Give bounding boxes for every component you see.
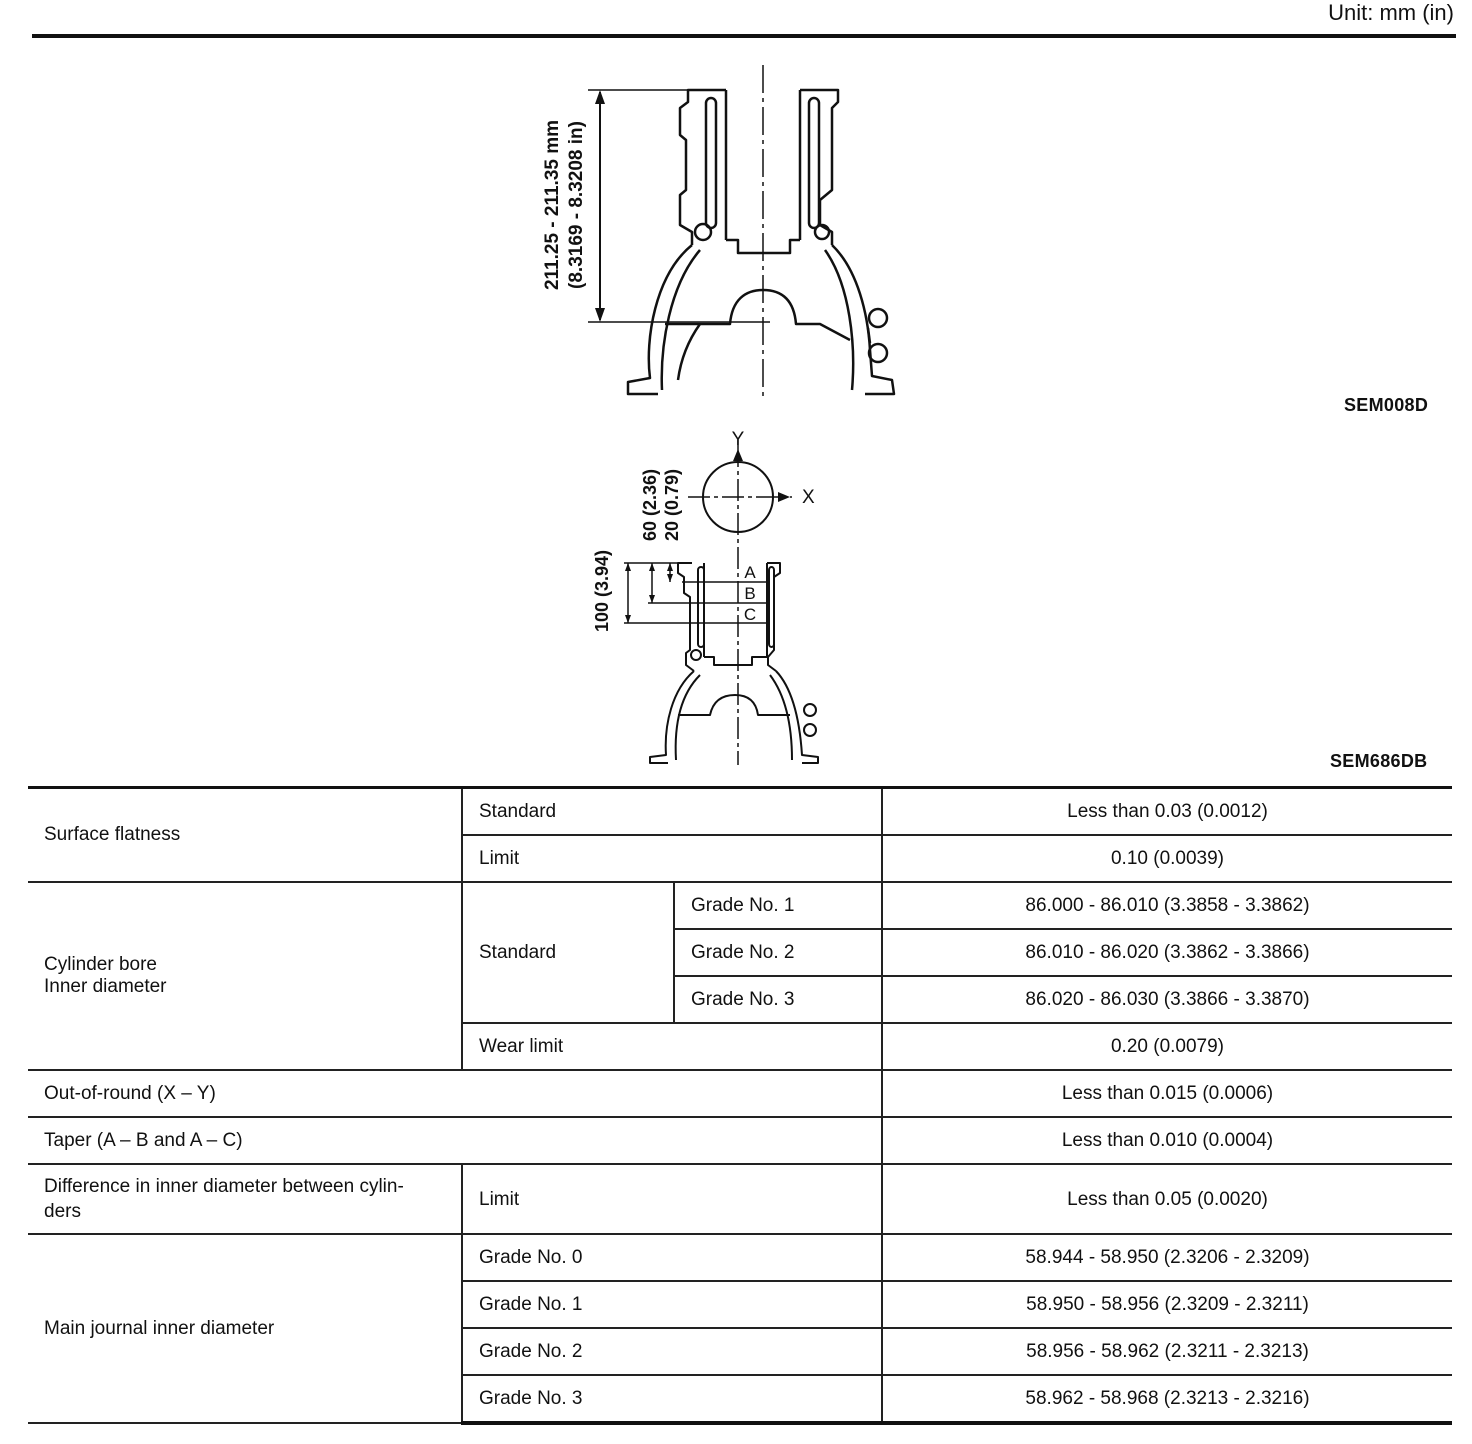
journal-grade-label: Grade No. 0 xyxy=(462,1234,882,1281)
table-row xyxy=(28,882,1452,929)
dimension-mm-label: 211.25 - 211.35 mm xyxy=(542,119,563,291)
difference-limit-value: Less than 0.05 (0.0020) xyxy=(882,1164,1452,1234)
out-of-round-label: Out-of-round (X – Y) xyxy=(28,1070,882,1117)
difference-limit-label: Limit xyxy=(462,1164,882,1234)
bore-grade-label: Grade No. 3 xyxy=(674,976,882,1023)
dim-20-label: 20 (0.79) xyxy=(662,468,682,542)
surface-flatness-limit-label: Limit xyxy=(462,835,882,882)
journal-grade-value: 58.950 - 58.956 (2.3209 - 2.3211) xyxy=(882,1281,1452,1328)
surface-flatness-limit-value: 0.10 (0.0039) xyxy=(882,835,1452,882)
table-row xyxy=(28,1117,1452,1164)
header-rule xyxy=(32,34,1456,38)
cylinder-block-spec-table xyxy=(28,786,1452,1425)
bore-grade-value: 86.000 - 86.010 (3.3858 - 3.3862) xyxy=(882,882,1452,929)
journal-grade-label: Grade No. 1 xyxy=(462,1281,882,1328)
surface-flatness-standard-label: Standard xyxy=(462,788,882,836)
taper-value: Less than 0.010 (0.0004) xyxy=(882,1117,1452,1164)
bore-measurement-diagram xyxy=(580,425,840,770)
axis-x-label: X xyxy=(802,487,815,508)
point-a-label: A xyxy=(744,563,756,582)
bore-grade-label: Grade No. 2 xyxy=(674,929,882,976)
cylinder-block-height-diagram xyxy=(520,60,940,405)
table-row xyxy=(28,1070,1452,1117)
wear-limit-value: 0.20 (0.0079) xyxy=(882,1023,1452,1070)
main-journal-label: Main journal inner diameter xyxy=(28,1234,462,1423)
bore-grade-value: 86.020 - 86.030 (3.3866 - 3.3870) xyxy=(882,976,1452,1023)
surface-flatness-standard-value: Less than 0.03 (0.0012) xyxy=(882,788,1452,836)
journal-grade-value: 58.944 - 58.950 (2.3206 - 2.3209) xyxy=(882,1234,1452,1281)
point-b-label: B xyxy=(744,584,756,603)
taper-label: Taper (A – B and A – C) xyxy=(28,1117,882,1164)
journal-grade-label: Grade No. 3 xyxy=(462,1375,882,1423)
out-of-round-value: Less than 0.015 (0.0006) xyxy=(882,1070,1452,1117)
unit-label: Unit: mm (in) xyxy=(1328,0,1454,25)
journal-grade-label: Grade No. 2 xyxy=(462,1328,882,1375)
cylinder-bore-label-line2: Inner diameter xyxy=(44,976,167,997)
wear-limit-label: Wear limit xyxy=(462,1023,882,1070)
surface-flatness-label: Surface flatness xyxy=(28,788,462,883)
axis-y-label: Y xyxy=(731,429,745,450)
dimension-in-label: (8.3169 - 8.3208 in) xyxy=(566,121,587,289)
table-row xyxy=(28,1234,1452,1281)
difference-label-line2: ders xyxy=(44,1201,81,1222)
table-row xyxy=(28,788,1452,836)
cylinder-bore-standard-label: Standard xyxy=(462,882,674,1023)
figure-code-sem008d: SEM008D xyxy=(1344,395,1429,415)
point-c-label: C xyxy=(743,605,757,624)
bore-grade-label: Grade No. 1 xyxy=(674,882,882,929)
journal-grade-value: 58.962 - 58.968 (2.3213 - 2.3216) xyxy=(882,1375,1452,1423)
dim-60-label: 60 (2.36) xyxy=(640,468,660,542)
journal-grade-value: 58.956 - 58.962 (2.3211 - 2.3213) xyxy=(882,1328,1452,1375)
bore-grade-value: 86.010 - 86.020 (3.3862 - 3.3866) xyxy=(882,929,1452,976)
cylinder-bore-label xyxy=(28,882,462,1070)
figure-code-sem686db: SEM686DB xyxy=(1330,751,1428,771)
table-row xyxy=(28,1164,1452,1234)
cylinder-bore-label-line1: Cylinder bore xyxy=(44,954,157,975)
difference-label-line1: Difference in inner diameter between cylin- xyxy=(44,1176,404,1197)
dim-100-label: 100 (3.94) xyxy=(592,549,612,633)
difference-label xyxy=(28,1164,462,1234)
